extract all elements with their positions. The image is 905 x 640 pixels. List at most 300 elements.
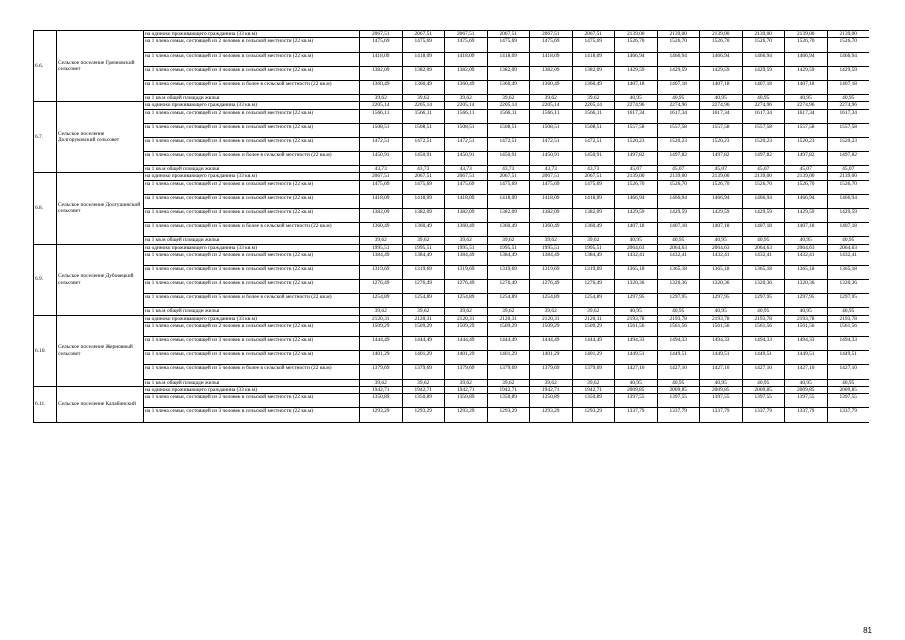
value-cell: 1407,18 bbox=[785, 223, 828, 237]
value-cell: 1407,18 bbox=[742, 80, 785, 94]
value-cell: 1449,51 bbox=[615, 351, 658, 365]
value-cell: 1365,18 bbox=[742, 266, 785, 280]
value-cell: 1942,71 bbox=[360, 386, 403, 393]
row-label: на одиноко проживающего гражданина (33 кв.м) bbox=[144, 315, 360, 322]
table-row bbox=[34, 123, 870, 137]
value-cell: 1407,18 bbox=[700, 80, 743, 94]
value-cell: 1475,69 bbox=[530, 38, 573, 52]
value-cell: 1497,82 bbox=[615, 151, 658, 165]
value-cell: 1509,29 bbox=[360, 323, 403, 337]
value-cell: 1350,89 bbox=[445, 394, 488, 408]
value-cell: 39,62 bbox=[445, 94, 488, 101]
value-cell: 2120,31 bbox=[445, 315, 488, 322]
value-cell: 2120,31 bbox=[572, 315, 615, 322]
table-row bbox=[34, 208, 870, 222]
value-cell: 1407,18 bbox=[827, 223, 869, 237]
settlement-name: Сельское поселение Дубовецкий сельсовет bbox=[57, 244, 144, 315]
value-cell: 39,62 bbox=[572, 308, 615, 315]
row-label: на 1 члена семьи, состоящей из 5 человек и более в сельской местности (22 кв.м) bbox=[144, 294, 360, 308]
value-cell: 1432,41 bbox=[700, 251, 743, 265]
value-cell: 1427,10 bbox=[700, 365, 743, 379]
row-label: на 1 члена семьи, состоящей из 4 человек в сельской местности (22 кв.м) bbox=[144, 137, 360, 151]
value-cell: 1942,71 bbox=[402, 386, 445, 393]
value-cell: 1365,18 bbox=[615, 266, 658, 280]
value-cell: 1382,09 bbox=[360, 66, 403, 80]
value-cell: 1995,51 bbox=[530, 244, 573, 251]
value-cell: 39,62 bbox=[487, 94, 530, 101]
value-cell: 40,95 bbox=[615, 94, 658, 101]
value-cell: 1320,36 bbox=[785, 280, 828, 294]
value-cell: 1360,49 bbox=[572, 80, 615, 94]
value-cell: 1427,10 bbox=[615, 365, 658, 379]
row-label: на 1 кв.м общей площади жилья bbox=[144, 94, 360, 101]
value-cell: 2205,14 bbox=[402, 102, 445, 109]
value-cell: 1526,70 bbox=[615, 38, 658, 52]
value-cell: 1557,58 bbox=[657, 123, 700, 137]
row-label: на 1 кв.м общей площади жилья bbox=[144, 308, 360, 315]
table-row bbox=[34, 323, 870, 337]
value-cell: 39,62 bbox=[402, 308, 445, 315]
row-label: на 1 кв.м общей площади жилья bbox=[144, 237, 360, 244]
value-cell: 1384,49 bbox=[445, 251, 488, 265]
value-cell: 1466,94 bbox=[700, 52, 743, 66]
value-cell: 1384,49 bbox=[360, 251, 403, 265]
table-row bbox=[34, 351, 870, 365]
value-cell: 1444,49 bbox=[445, 337, 488, 351]
value-cell: 1427,10 bbox=[785, 365, 828, 379]
value-cell: 1360,49 bbox=[572, 223, 615, 237]
value-cell: 1337,79 bbox=[615, 408, 658, 422]
value-cell: 2205,14 bbox=[530, 102, 573, 109]
row-label: на 1 кв.м общей площади жилья bbox=[144, 165, 360, 172]
row-label: на 1 члена семьи, состоящей из 5 человек и более в сельской местности (22 кв.м) bbox=[144, 151, 360, 165]
table-row bbox=[34, 223, 870, 237]
value-cell: 1276,49 bbox=[572, 280, 615, 294]
value-cell: 1475,69 bbox=[360, 180, 403, 194]
value-cell: 1466,94 bbox=[785, 52, 828, 66]
row-label: на 1 члена семьи, состоящей из 3 человек в сельской местности (22 кв.м) bbox=[144, 123, 360, 137]
value-cell: 1475,69 bbox=[487, 38, 530, 52]
value-cell: 1995,51 bbox=[572, 244, 615, 251]
value-cell: 1444,49 bbox=[402, 337, 445, 351]
value-cell: 2009,85 bbox=[742, 386, 785, 393]
value-cell: 1494,33 bbox=[785, 337, 828, 351]
row-label: на одиноко проживающего гражданина (33 кв.м) bbox=[144, 31, 360, 38]
value-cell: 1494,33 bbox=[657, 337, 700, 351]
value-cell: 1475,69 bbox=[445, 180, 488, 194]
value-cell: 1472,51 bbox=[445, 137, 488, 151]
value-cell: 2139,00 bbox=[785, 173, 828, 180]
value-cell: 1360,49 bbox=[360, 223, 403, 237]
value-cell: 1401,29 bbox=[360, 351, 403, 365]
value-cell: 1450,91 bbox=[360, 151, 403, 165]
value-cell: 1276,49 bbox=[360, 280, 403, 294]
value-cell: 2139,00 bbox=[827, 173, 869, 180]
value-cell: 1566,11 bbox=[487, 109, 530, 123]
value-cell: 1472,51 bbox=[402, 137, 445, 151]
value-cell: 1418,09 bbox=[487, 52, 530, 66]
value-cell: 1337,79 bbox=[742, 408, 785, 422]
value-cell: 1401,29 bbox=[530, 351, 573, 365]
row-label: на 1 члена семьи, состоящей из 4 человек в сельской местности (22 кв.м) bbox=[144, 66, 360, 80]
table-row bbox=[34, 266, 870, 280]
value-cell: 1384,49 bbox=[530, 251, 573, 265]
table-row bbox=[34, 308, 870, 315]
table-row bbox=[34, 66, 870, 80]
table-row bbox=[34, 386, 870, 393]
tariff-table-container bbox=[33, 30, 869, 596]
value-cell: 2205,14 bbox=[445, 102, 488, 109]
value-cell: 1497,82 bbox=[742, 151, 785, 165]
value-cell: 1520,23 bbox=[615, 137, 658, 151]
value-cell: 1494,33 bbox=[615, 337, 658, 351]
value-cell: 2139,00 bbox=[615, 31, 658, 38]
value-cell: 2139,00 bbox=[615, 173, 658, 180]
value-cell: 1397,55 bbox=[827, 394, 869, 408]
value-cell: 1297,95 bbox=[785, 294, 828, 308]
value-cell: 40,95 bbox=[615, 308, 658, 315]
value-cell: 1379,69 bbox=[572, 365, 615, 379]
value-cell: 40,95 bbox=[742, 237, 785, 244]
value-cell: 1617,34 bbox=[657, 109, 700, 123]
value-cell: 1450,91 bbox=[530, 151, 573, 165]
value-cell: 43,73 bbox=[402, 165, 445, 172]
value-cell: 40,95 bbox=[785, 237, 828, 244]
value-cell: 1337,79 bbox=[785, 408, 828, 422]
value-cell: 1429,59 bbox=[657, 66, 700, 80]
value-cell: 1429,59 bbox=[700, 66, 743, 80]
settlement-name: Сельское поселение Грязновский сельсовет bbox=[57, 31, 144, 102]
value-cell: 1418,09 bbox=[530, 194, 573, 208]
value-cell: 39,62 bbox=[360, 379, 403, 386]
value-cell: 39,62 bbox=[487, 308, 530, 315]
value-cell: 1429,59 bbox=[700, 208, 743, 222]
value-cell: 1995,51 bbox=[445, 244, 488, 251]
row-label: на 1 члена семьи, состоящей из 2 человек в сельской местности (22 кв.м) bbox=[144, 180, 360, 194]
value-cell: 2139,00 bbox=[785, 31, 828, 38]
value-cell: 40,95 bbox=[615, 237, 658, 244]
value-cell: 1293,29 bbox=[487, 408, 530, 422]
value-cell: 2067,51 bbox=[530, 173, 573, 180]
value-cell: 1429,59 bbox=[657, 208, 700, 222]
value-cell: 1508,51 bbox=[572, 123, 615, 137]
value-cell: 1617,34 bbox=[827, 109, 869, 123]
value-cell: 1509,29 bbox=[402, 323, 445, 337]
settlement-name: Сельское поселение Долгоруковский сельсовет bbox=[57, 102, 144, 173]
value-cell: 40,95 bbox=[657, 237, 700, 244]
value-cell: 1508,51 bbox=[487, 123, 530, 137]
value-cell: 1450,91 bbox=[487, 151, 530, 165]
value-cell: 2064,63 bbox=[700, 244, 743, 251]
value-cell: 1379,69 bbox=[530, 365, 573, 379]
value-cell: 1942,71 bbox=[572, 386, 615, 393]
value-cell: 1297,95 bbox=[615, 294, 658, 308]
value-cell: 1566,11 bbox=[572, 109, 615, 123]
value-cell: 1432,41 bbox=[827, 251, 869, 265]
value-cell: 2009,85 bbox=[615, 386, 658, 393]
value-cell: 1384,49 bbox=[487, 251, 530, 265]
value-cell: 1508,51 bbox=[530, 123, 573, 137]
value-cell: 2064,63 bbox=[785, 244, 828, 251]
value-cell: 1360,49 bbox=[445, 223, 488, 237]
value-cell: 1475,69 bbox=[360, 38, 403, 52]
value-cell: 1466,94 bbox=[827, 52, 869, 66]
value-cell: 1401,29 bbox=[487, 351, 530, 365]
value-cell: 1561,56 bbox=[827, 323, 869, 337]
value-cell: 2009,85 bbox=[700, 386, 743, 393]
value-cell: 2067,51 bbox=[530, 31, 573, 38]
value-cell: 1397,55 bbox=[657, 394, 700, 408]
value-cell: 1401,29 bbox=[402, 351, 445, 365]
settlement-name: Сельское поселение Калабинский bbox=[57, 386, 144, 422]
value-cell: 1475,69 bbox=[572, 180, 615, 194]
value-cell: 1942,71 bbox=[530, 386, 573, 393]
value-cell: 2193,78 bbox=[827, 315, 869, 322]
value-cell: 1427,10 bbox=[827, 365, 869, 379]
value-cell: 1379,69 bbox=[445, 365, 488, 379]
value-cell: 1472,51 bbox=[487, 137, 530, 151]
value-cell: 1360,49 bbox=[402, 223, 445, 237]
table-row bbox=[34, 194, 870, 208]
value-cell: 1360,49 bbox=[487, 80, 530, 94]
value-cell: 43,73 bbox=[487, 165, 530, 172]
value-cell: 1526,70 bbox=[615, 180, 658, 194]
value-cell: 1360,49 bbox=[402, 80, 445, 94]
value-cell: 1449,51 bbox=[657, 351, 700, 365]
row-label: на одиноко проживающего гражданина (33 кв.м) bbox=[144, 244, 360, 251]
value-cell: 40,95 bbox=[742, 94, 785, 101]
value-cell: 1297,95 bbox=[827, 294, 869, 308]
value-cell: 2067,51 bbox=[402, 31, 445, 38]
value-cell: 1254,89 bbox=[360, 294, 403, 308]
value-cell: 1418,09 bbox=[445, 52, 488, 66]
value-cell: 1475,69 bbox=[445, 38, 488, 52]
table-row bbox=[34, 173, 870, 180]
value-cell: 39,62 bbox=[530, 237, 573, 244]
value-cell: 2193,78 bbox=[742, 315, 785, 322]
value-cell: 45,07 bbox=[657, 165, 700, 172]
value-cell: 39,62 bbox=[487, 379, 530, 386]
value-cell: 1561,56 bbox=[700, 323, 743, 337]
value-cell: 2205,14 bbox=[360, 102, 403, 109]
value-cell: 1418,09 bbox=[572, 194, 615, 208]
value-cell: 1557,58 bbox=[700, 123, 743, 137]
value-cell: 1520,23 bbox=[657, 137, 700, 151]
value-cell: 40,95 bbox=[827, 237, 869, 244]
value-cell: 1276,49 bbox=[487, 280, 530, 294]
value-cell: 2067,51 bbox=[445, 173, 488, 180]
value-cell: 1526,70 bbox=[742, 38, 785, 52]
value-cell: 43,73 bbox=[530, 165, 573, 172]
value-cell: 39,62 bbox=[445, 308, 488, 315]
value-cell: 1320,36 bbox=[700, 280, 743, 294]
value-cell: 1384,49 bbox=[572, 251, 615, 265]
value-cell: 1350,89 bbox=[487, 394, 530, 408]
table-row bbox=[34, 52, 870, 66]
table-row bbox=[34, 94, 870, 101]
value-cell: 1429,59 bbox=[615, 208, 658, 222]
value-cell: 2009,85 bbox=[827, 386, 869, 393]
value-cell: 2205,14 bbox=[487, 102, 530, 109]
value-cell: 1382,09 bbox=[487, 66, 530, 80]
value-cell: 1557,58 bbox=[827, 123, 869, 137]
value-cell: 1382,09 bbox=[487, 208, 530, 222]
value-cell: 1418,09 bbox=[445, 194, 488, 208]
row-label: на 1 члена семьи, состоящей из 5 человек и более в сельской местности (22 кв.м) bbox=[144, 80, 360, 94]
value-cell: 1254,89 bbox=[572, 294, 615, 308]
value-cell: 40,95 bbox=[700, 308, 743, 315]
table-row bbox=[34, 151, 870, 165]
value-cell: 1384,49 bbox=[402, 251, 445, 265]
table-row bbox=[34, 244, 870, 251]
housing-cost-table bbox=[33, 30, 869, 423]
value-cell: 1276,49 bbox=[530, 280, 573, 294]
value-cell: 1382,09 bbox=[445, 66, 488, 80]
value-cell: 1382,09 bbox=[572, 66, 615, 80]
value-cell: 1365,18 bbox=[657, 266, 700, 280]
value-cell: 1526,70 bbox=[700, 180, 743, 194]
value-cell: 1432,41 bbox=[785, 251, 828, 265]
value-cell: 1382,09 bbox=[360, 208, 403, 222]
value-cell: 1509,29 bbox=[572, 323, 615, 337]
table-row bbox=[34, 294, 870, 308]
value-cell: 45,07 bbox=[700, 165, 743, 172]
value-cell: 1382,09 bbox=[572, 208, 615, 222]
value-cell: 2067,51 bbox=[572, 31, 615, 38]
value-cell: 1494,33 bbox=[742, 337, 785, 351]
value-cell: 1450,91 bbox=[445, 151, 488, 165]
value-cell: 40,95 bbox=[700, 94, 743, 101]
value-cell: 2067,51 bbox=[360, 173, 403, 180]
value-cell: 40,95 bbox=[785, 379, 828, 386]
value-cell: 1432,41 bbox=[615, 251, 658, 265]
row-label: на 1 члена семьи, состоящей из 2 человек в сельской местности (22 кв.м) bbox=[144, 38, 360, 52]
value-cell: 1466,94 bbox=[657, 52, 700, 66]
value-cell: 1566,11 bbox=[445, 109, 488, 123]
value-cell: 1449,51 bbox=[827, 351, 869, 365]
value-cell: 40,95 bbox=[827, 94, 869, 101]
value-cell: 2139,00 bbox=[657, 173, 700, 180]
value-cell: 1526,70 bbox=[700, 38, 743, 52]
value-cell: 1566,11 bbox=[360, 109, 403, 123]
value-cell: 1472,51 bbox=[572, 137, 615, 151]
value-cell: 1397,55 bbox=[742, 394, 785, 408]
value-cell: 1475,69 bbox=[402, 38, 445, 52]
value-cell: 1379,69 bbox=[402, 365, 445, 379]
value-cell: 1407,18 bbox=[827, 80, 869, 94]
value-cell: 1350,89 bbox=[360, 394, 403, 408]
value-cell: 1319,69 bbox=[360, 266, 403, 280]
value-cell: 40,95 bbox=[785, 308, 828, 315]
table-row bbox=[34, 31, 870, 38]
value-cell: 1942,71 bbox=[487, 386, 530, 393]
value-cell: 2193,78 bbox=[700, 315, 743, 322]
value-cell: 45,07 bbox=[827, 165, 869, 172]
value-cell: 2120,31 bbox=[530, 315, 573, 322]
value-cell: 1466,94 bbox=[785, 194, 828, 208]
value-cell: 1432,41 bbox=[742, 251, 785, 265]
value-cell: 1397,55 bbox=[615, 394, 658, 408]
value-cell: 1508,51 bbox=[445, 123, 488, 137]
value-cell: 1319,69 bbox=[487, 266, 530, 280]
table-row bbox=[34, 109, 870, 123]
value-cell: 1520,23 bbox=[785, 137, 828, 151]
value-cell: 40,95 bbox=[700, 379, 743, 386]
table-row bbox=[34, 337, 870, 351]
value-cell: 1509,29 bbox=[530, 323, 573, 337]
value-cell: 1509,29 bbox=[487, 323, 530, 337]
row-label: на 1 члена семьи, состоящей из 3 человек в сельской местности (22 кв.м) bbox=[144, 52, 360, 66]
value-cell: 40,95 bbox=[615, 379, 658, 386]
value-cell: 1466,94 bbox=[742, 194, 785, 208]
value-cell: 1407,18 bbox=[742, 223, 785, 237]
table-row bbox=[34, 394, 870, 408]
value-cell: 2193,78 bbox=[785, 315, 828, 322]
value-cell: 1350,89 bbox=[572, 394, 615, 408]
value-cell: 1497,82 bbox=[785, 151, 828, 165]
value-cell: 1449,51 bbox=[785, 351, 828, 365]
value-cell: 2064,63 bbox=[742, 244, 785, 251]
row-label: на 1 члена семьи, состоящей из 3 человек в сельской местности (22 кв.м) bbox=[144, 194, 360, 208]
value-cell: 1466,94 bbox=[615, 52, 658, 66]
value-cell: 1429,59 bbox=[785, 208, 828, 222]
table-row bbox=[34, 137, 870, 151]
row-label: на 1 члена семьи, состоящей из 4 человек в сельской местности (22 кв.м) bbox=[144, 208, 360, 222]
page-number: 81 bbox=[863, 626, 872, 635]
value-cell: 1427,10 bbox=[657, 365, 700, 379]
value-cell: 1365,18 bbox=[827, 266, 869, 280]
value-cell: 1297,95 bbox=[700, 294, 743, 308]
value-cell: 1418,09 bbox=[360, 52, 403, 66]
value-cell: 1360,49 bbox=[530, 223, 573, 237]
value-cell: 2120,31 bbox=[402, 315, 445, 322]
value-cell: 2139,00 bbox=[827, 31, 869, 38]
value-cell: 1407,18 bbox=[700, 223, 743, 237]
value-cell: 2205,14 bbox=[572, 102, 615, 109]
value-cell: 1942,71 bbox=[445, 386, 488, 393]
value-cell: 1276,49 bbox=[445, 280, 488, 294]
value-cell: 1276,49 bbox=[402, 280, 445, 294]
value-cell: 1429,59 bbox=[742, 208, 785, 222]
value-cell: 1995,51 bbox=[402, 244, 445, 251]
table-row bbox=[34, 251, 870, 265]
value-cell: 45,07 bbox=[742, 165, 785, 172]
value-cell: 1319,69 bbox=[402, 266, 445, 280]
value-cell: 2120,31 bbox=[360, 315, 403, 322]
value-cell: 1350,89 bbox=[530, 394, 573, 408]
value-cell: 1497,82 bbox=[700, 151, 743, 165]
value-cell: 1494,33 bbox=[700, 337, 743, 351]
value-cell: 1508,51 bbox=[402, 123, 445, 137]
value-cell: 1293,29 bbox=[572, 408, 615, 422]
value-cell: 2274,96 bbox=[615, 102, 658, 109]
row-label: на 1 члена семьи, состоящей из 2 человек в сельской местности (22 кв.м) bbox=[144, 251, 360, 265]
value-cell: 1617,34 bbox=[700, 109, 743, 123]
value-cell: 1254,89 bbox=[445, 294, 488, 308]
value-cell: 2193,78 bbox=[615, 315, 658, 322]
value-cell: 1397,55 bbox=[785, 394, 828, 408]
value-cell: 39,62 bbox=[572, 94, 615, 101]
value-cell: 1475,69 bbox=[530, 180, 573, 194]
value-cell: 1617,34 bbox=[615, 109, 658, 123]
section-index: 6.6. bbox=[34, 31, 57, 102]
value-cell: 1466,94 bbox=[742, 52, 785, 66]
value-cell: 1566,11 bbox=[402, 109, 445, 123]
value-cell: 40,95 bbox=[657, 379, 700, 386]
table-row bbox=[34, 280, 870, 294]
value-cell: 1401,29 bbox=[445, 351, 488, 365]
value-cell: 1449,51 bbox=[742, 351, 785, 365]
